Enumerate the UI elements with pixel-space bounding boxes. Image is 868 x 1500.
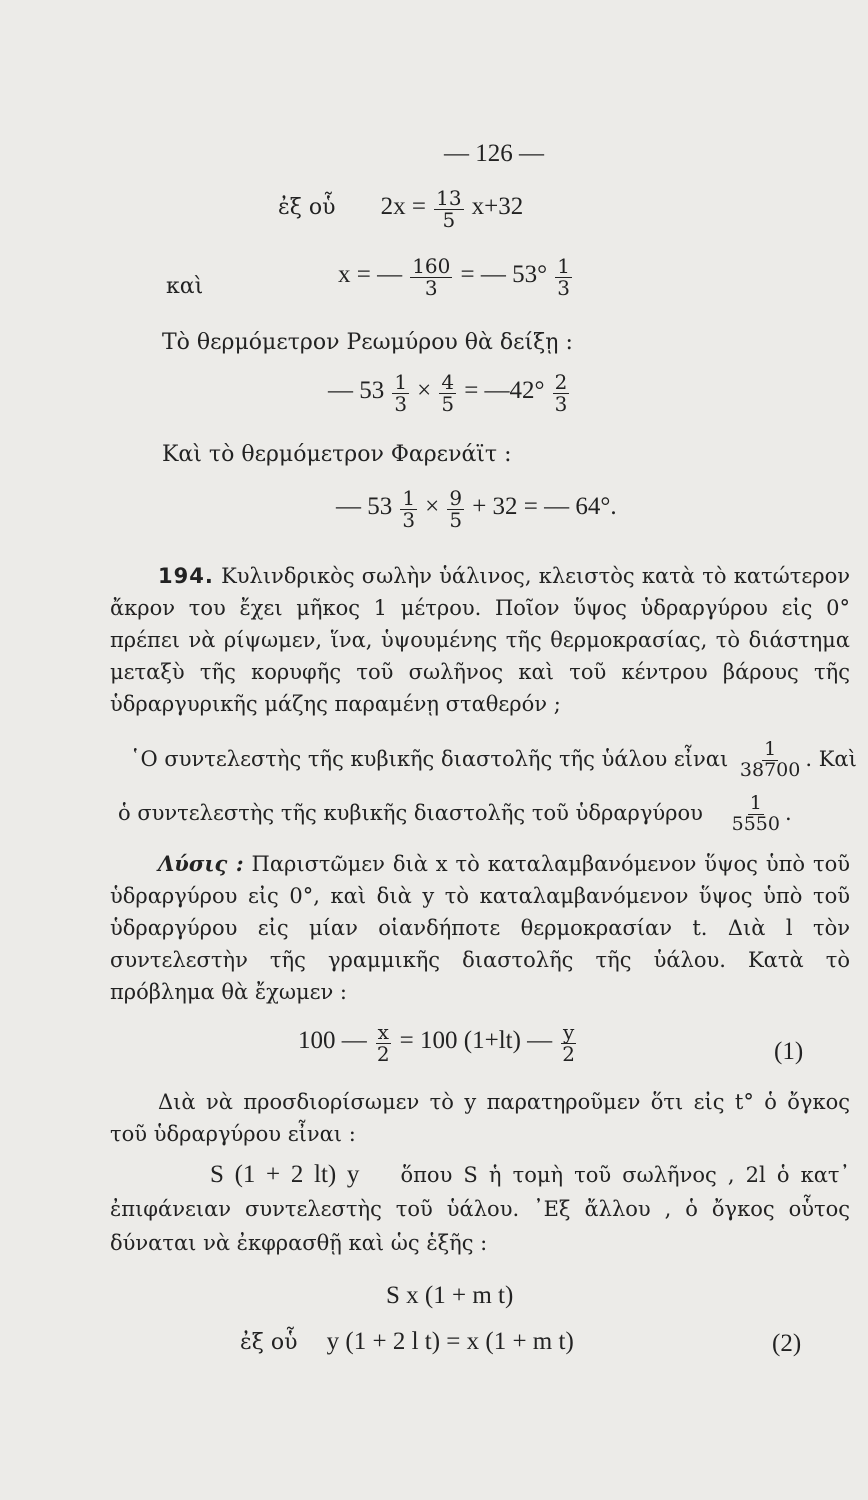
equation-2 xyxy=(338,256,575,299)
eq2-mid: = — 53° xyxy=(460,261,548,288)
problem-number: 194. xyxy=(158,564,214,588)
eq5-tag: (1) xyxy=(774,1038,804,1065)
eq1-rhs: x+32 xyxy=(471,193,524,220)
problem-text: Κυλινδρικὸς σωλὴν ὑάλινος, κλειστὸς κατὰ τὸ κατώτερον ἄκρον του ἔχει μῆκος 1 μέτρου. Ποῖον ὕψος ὑδραργύρου εἰς 0° πρέπει νὰ ρίψωμεν, ἵνα, ὑψουμένης τῆς θερμοκρασίας, τὸ διάστημα μεταξὺ τῆς κορυφῆς τοῦ σωλῆνος καὶ τοῦ κέντρου βάρους τῆς ὑδραργυρικῆς μάζης παραμένῃ σταθερόν ; xyxy=(110,564,850,716)
solution-text: Παριστῶμεν διὰ x τὸ καταλαμβανόμενον ὕψος ὑπὸ τοῦ ὑδραργύρου εἰς 0°, καὶ διὰ y τὸ καταλαμβανόμενον ὕψος ὑπὸ τοῦ ὑδραργύρου εἰς μίαν οἱανδήποτε θερμοκρασίαν t. Διὰ l τὸν συντελεστὴν τῆς γραμμικῆς διαστολῆς τῆς ὑάλου. Κατὰ τὸ πρόβλημα θὰ ἔχωμεν : xyxy=(110,852,850,1004)
coef-glass-line: ῾Ο συντελεστὴς τῆς κυβικῆς διαστολῆς τῆς ὑάλου εἶναι $\frac{1}{38700}$ . Καὶ xyxy=(130,738,857,781)
eq1-prefix: ἐξ οὗ xyxy=(278,195,336,220)
surface-paragraph xyxy=(110,1158,850,1260)
eq2-fraction-1: $\frac{160}{3}$ xyxy=(412,254,451,300)
equation-5: 100 — $\frac{x}{2}$ = 100 (1+lt) — $\frac{y}{2}$ xyxy=(298,1020,575,1066)
eq2-fraction-2: $\frac{1}{3}$ xyxy=(557,254,570,300)
solution-label: Λύσις : xyxy=(158,851,244,876)
eq1-fraction: $\frac{13}{5}$ xyxy=(436,186,462,232)
eq7-tag: (2) xyxy=(772,1330,802,1357)
eq2-lhs: x = — xyxy=(338,261,403,288)
equation-6: S x (1 + m t) xyxy=(386,1282,514,1309)
eq2-prefix: καὶ xyxy=(166,274,204,299)
solution-paragraph xyxy=(110,848,850,1008)
coef-hg-line: ὁ συντελεστὴς τῆς κυβικῆς διαστολῆς τοῦ ὑδραργύρου $\frac{1}{5550}$ . xyxy=(118,792,792,835)
text-fahrenheit: Καὶ τὸ θερμόμετρον Φαρενάϊτ : xyxy=(162,442,512,467)
surface-text: ὅπου S ἡ τομὴ τοῦ σωλῆνος , 2l ὁ κατ᾽ ἐπιφάνειαν συντελεστὴς τοῦ ὑάλου. ᾽Εξ ἄλλου , ὁ ὄγκος οὗτος δύναται νὰ ἐκφρασθῇ καὶ ὡς ἑξῆς : xyxy=(110,1163,850,1255)
eq1-lhs: 2x = xyxy=(380,193,426,220)
equation-7: ἐξ οὗ y (1 + 2 l t) = x (1 + m t) xyxy=(240,1328,574,1355)
equation-4: — 53 $\frac{1}{3}$ × $\frac{9}{5}$ + 32 = — 64°. xyxy=(336,486,617,532)
equation-1 xyxy=(278,188,523,231)
volume-paragraph: Διὰ νὰ προσδιορίσωμεν τὸ y παρατηροῦμεν ὅτι εἰς t° ὁ ὄγκος τοῦ ὑδραργύρου εἶναι : xyxy=(110,1090,850,1146)
text-reaumur: Τὸ θερμόμετρον Ρεωμύρου θὰ δείξῃ : xyxy=(162,330,573,355)
problem-paragraph xyxy=(110,560,850,720)
page-number: — 126 — xyxy=(444,140,544,167)
equation-3: — 53 $\frac{1}{3}$ × $\frac{4}{5}$ = —42° $\frac{2}{3}$ xyxy=(328,370,568,416)
expr-s: S (1 + 2 lt) y xyxy=(210,1161,360,1188)
